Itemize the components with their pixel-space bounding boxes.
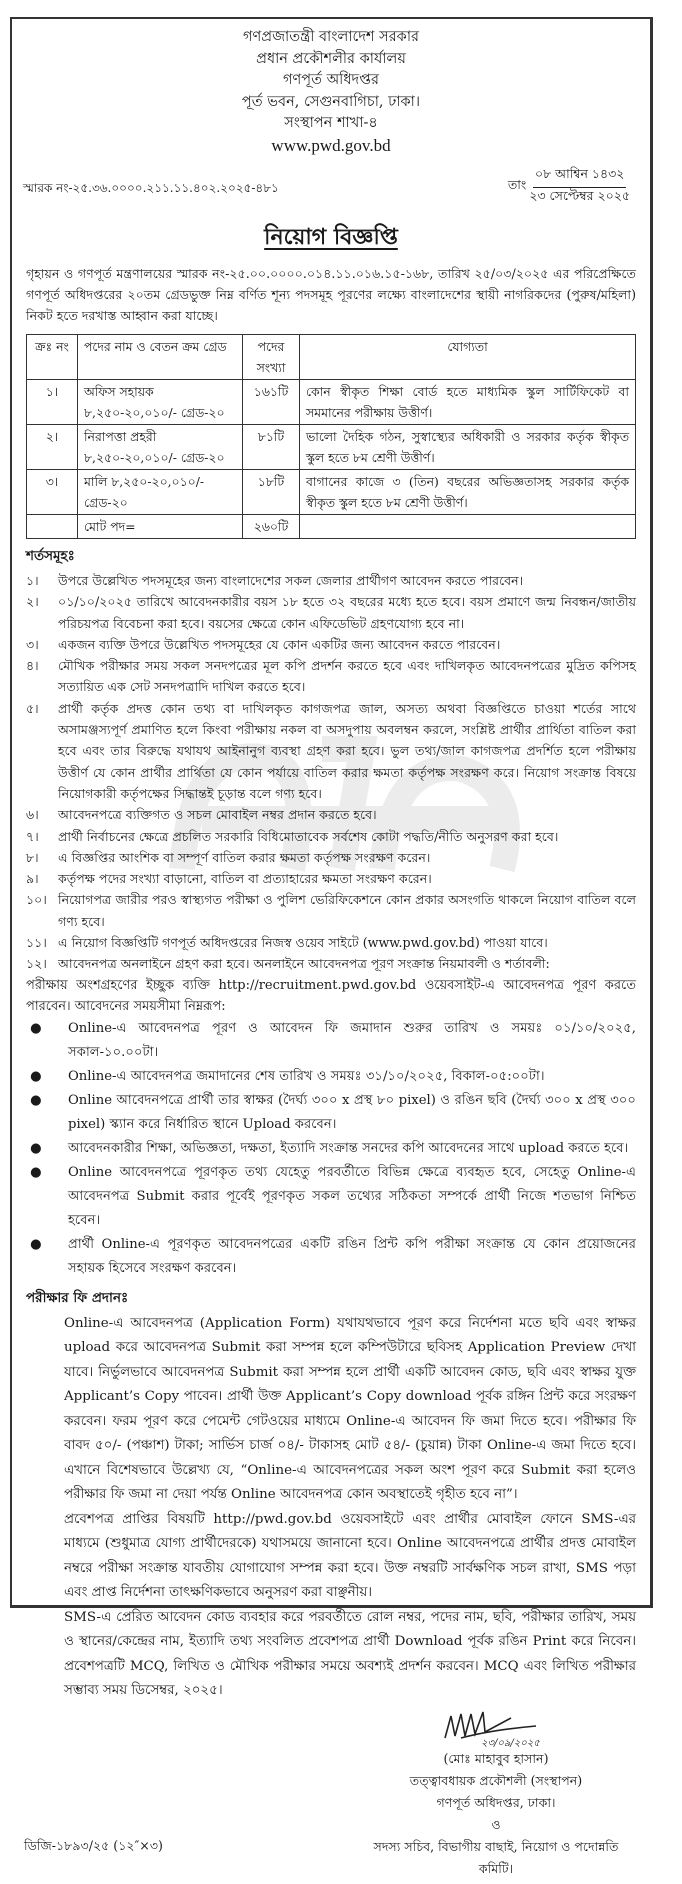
condition-text: ০১/১০/২০২৫ তারিখে আবেদনকারীর বয়স ১৮ হতে ৩২ বছরের মধ্যে হতে হবে। বয়স প্রমাণে জন্ম নিবন্ধন/জাতীয় পরিচয়পত্র বিবেচনা করা হবে। বয়সের ক্ষেত্রে কোন এফিডেভিট গ্রহণযোগ্য হবে না। — [58, 594, 636, 631]
condition-number: ৮। — [26, 849, 39, 865]
date-bangla: ০৮ আশ্বিন ১৪৩২ — [533, 166, 626, 188]
header-line: পূর্ত ভবন, সেগুনবাগিচা, ঢাকা। — [241, 93, 421, 110]
deadline-bullets — [26, 1017, 636, 1281]
handwritten-signature — [441, 1708, 541, 1750]
signature-area — [26, 1704, 636, 1884]
bullet-text: Online-এ আবেদনপত্র জমাদানের শেষ তারিখ ও সময়ঃ ৩১/১০/২০২৫, বিকাল-০৫:০০টা। — [68, 1068, 545, 1084]
condition-text: আবেদনপত্র অনলাইনে গ্রহণ করা হবে। অনলাইনে আবেদনপত্র পূরণ সংক্রান্ত নিয়মাবলী ও শর্তাবলী: — [58, 956, 550, 972]
bullet-text: Online আবেদনপত্রে পূরণকৃত তথ্য যেহেতু পরবর্তীতে বিভিন্ন ক্ষেত্রে ব্যবহৃত হবে, সেহেতু Online-এ আবেদনপত্র Submit করার পূর্বেই পূরণকৃত সকল তথ্যের সঠিকতা সম্পর্কে প্রার্থী নিজে শতভাগ নিশ্চিত হবেন। — [68, 1164, 636, 1228]
condition-item — [26, 847, 636, 868]
header-line: গণপ্রজাতন্ত্রী বাংলাদেশ সরকার — [242, 29, 419, 45]
bullet-icon: ● — [30, 1236, 42, 1252]
condition-item — [26, 655, 636, 698]
condition-text: এ নিয়োগ বিজ্ঞপ্তিটি গণপূর্ত অধিদপ্তরের নিজস্ব ওয়েব সাইটে (www.pwd.gov.bd) পাওয়া যাবে। — [58, 935, 548, 951]
bullet-item — [26, 1233, 636, 1281]
date-prefix: তাং — [507, 177, 527, 192]
cell-count: ১৮টি — [243, 470, 300, 515]
condition-number: ৭। — [26, 828, 39, 844]
cell-qualification: কোন স্বীকৃত শিক্ষা বোর্ড হতে মাধ্যমিক স্কুল সার্টিফিকেট বা সমমানের পরীক্ষায় উত্তীর্ণ। — [300, 380, 636, 425]
bullet-item — [26, 1161, 636, 1233]
condition-text: নিয়োগপত্র জারীর পরও স্বাস্থ্যগত পরীক্ষা ও পুলিশ ভেরিফিকেশনে কোন প্রকার অসংগতি থাকলে নিয়োগ বাতিল বলে গণ্য হবে। — [58, 892, 636, 929]
condition-text: মৌখিক পরীক্ষার সময় সকল সনদপত্রের মূল কপি প্রদর্শন করতে হবে এবং দাখিলকৃত আবেদনপত্রের মুদ্রিত কপিসহ সত্যায়িত এক সেট সনদপত্রাদি দাখিল করতে হবে। — [58, 658, 636, 695]
condition-number: ৯। — [26, 871, 39, 887]
fee-section — [26, 1312, 636, 1704]
condition-item — [26, 570, 636, 591]
condition-text: প্রার্থী নির্বাচনের ক্ষেত্রে প্রচলিত সরকারি বিধিমোতাবেক সর্বশেষ কোটা পদ্ধতি/নীতি অনুসরণ করা হবে। — [58, 828, 559, 844]
committee-role: সদস্য সচিব, বিভাগীয় বাছাই, নিয়োগ ও পদোন্নতি কমিটি। — [373, 1838, 619, 1876]
col-count: পদের সংখ্যা — [243, 335, 300, 380]
condition-text: কর্তৃপক্ষ পদের সংখ্যা বাড়ানো, বাতিল বা প্রত্যাহারের ক্ষমতা সংরক্ষণ করেন। — [58, 871, 432, 887]
bullet-text: Online আবেদনপত্রে প্রার্থী তার স্বাক্ষর (দৈর্ঘ্য ৩০০ x প্রস্থ ৮০ pixel) ও রঙিন ছবি (দৈর্ঘ্য ৩০০ x প্রস্থ ৩০০ pixel) স্ক্যান করে নির্ধারিত স্থানে Upload করবেন। — [68, 1092, 636, 1132]
cell-serial: ৩। — [27, 470, 78, 515]
conjunction: ও — [491, 1816, 501, 1832]
fee-heading: পরীক্ষার ফি প্রদানঃ — [26, 1289, 129, 1306]
date-english: ২৩ সেপ্টেম্বর ২০২৫ — [529, 188, 630, 203]
bullet-icon: ● — [30, 1092, 42, 1108]
condition-number: ৫। — [26, 700, 39, 716]
header-line: প্রধান প্রকৌশলীর কার্যালয় — [256, 50, 406, 67]
header-line: গণপূর্ত অধিদপ্তর — [283, 72, 379, 88]
cell-qualification: বাগানের কাজে ৩ (তিন) বছরের অভিজ্ঞতাসহ সরকার কর্তৃক স্বীকৃত স্কুল হতে ৮ম শ্রেণী উত্তীর্ণ। — [300, 470, 636, 515]
fee-paragraph: প্রবেশপত্র প্রাপ্তির বিষয়টি http://pwd.gov.bd ওয়েবসাইটে এবং প্রার্থীর মোবাইল ফোনে SMS-এর মাধ্যমে (শুধুমাত্র যোগ্য প্রার্থীদেরকে) যথাসময়ে জানানো হবে। Online আবেদনপত্রে প্রার্থীর প্রদত্ত মোবাইল নম্বরে পরীক্ষা সংক্রান্ত যাবতীয় যোগাযোগ সম্পন্ন করা হবে। উক্ত নম্বরটি সার্বক্ষণিক সচল রাখা, SMS পড়া এবং প্রাপ্ত নির্দেশনা তাৎক্ষণিকভাবে অনুসরণ করা বাঞ্ছনীয়। — [64, 1511, 636, 1601]
total-count: ২৬০টি — [243, 515, 300, 539]
cell-serial: ১। — [27, 380, 78, 425]
bullet-item — [26, 1065, 636, 1089]
condition-text: উপরে উল্লেখিত পদসমূহের জন্য বাংলাদেশের সকল জেলার প্রার্থীগণ আবেদন করতে পারবেন। — [58, 573, 524, 588]
header-line: সংস্থাপন শাখা-৪ — [284, 115, 378, 131]
online-intro: পরীক্ষায় অংশগ্রহণের ইচ্ছুক ব্যক্তি http://recruitment.pwd.gov.bd ওয়েবসাইট-এ আবেদনপত্র পূরণ করতে পারবেন। আবেদনের সময়সীমা নিম্নরূপ: — [26, 977, 636, 1014]
signature-date: ২৩/০৯/২০২৫ — [481, 1737, 540, 1749]
bullet-item — [26, 1089, 636, 1137]
condition-item — [26, 932, 636, 953]
condition-number: ১২। — [26, 956, 47, 972]
signatory-designation: তত্ত্বাবধায়ক প্রকৌশলী (সংস্থাপন) — [409, 1772, 583, 1788]
condition-text: এ বিজ্ঞপ্তির আংশিক বা সম্পূর্ণ বাতিল করার ক্ষমতা কর্তৃপক্ষ সংরক্ষণ করেন। — [58, 849, 431, 865]
table-row — [27, 425, 636, 470]
memo-number: স্মারক নং-২৫.৩৬.০০০০.২১১.১১.৪০২.২০২৫-৪৮১ — [23, 181, 279, 195]
bullet-item — [26, 1017, 636, 1065]
condition-number: ১০। — [26, 892, 47, 908]
bullet-icon: ● — [30, 1164, 42, 1180]
table-header-row — [27, 335, 636, 380]
cell-qualification: ভালো দৈহিক গঠন, সুস্বাস্থ্যের অধিকারী ও সরকার কর্তৃক স্বীকৃত স্কুল হতে ৮ম শ্রেণী উত্তীর্ণ। — [300, 425, 636, 470]
condition-item — [26, 591, 636, 634]
conditions-heading: শর্তসমূহঃ — [26, 548, 75, 564]
cell-post: নিরাপত্তা প্রহরী ৮,২৫০-২০,০১০/- গ্রেড-২০ — [78, 425, 243, 470]
cell-post: অফিস সহায়ক ৮,২৫০-২০,০১০/- গ্রেড-২০ — [78, 380, 243, 425]
condition-number: ৬। — [26, 807, 39, 823]
page-title: নিয়োগ বিজ্ঞপ্তি — [264, 224, 398, 250]
condition-number: ২। — [26, 594, 39, 610]
condition-text: প্রার্থী কর্তৃক প্রদত্ত কোন তথ্য বা দাখিলকৃত কাগজপত্র জাল, অসত্য অথবা বিজ্ঞপ্তিতে চাওয়া শর্তের সাথে অসামঞ্জস্যপূর্ণ প্রমাণিত হলে কিংবা পরীক্ষায় নকল বা অসদুপায় অবলম্বন করলে, সংশ্লিষ্ট প্রার্থীর প্রার্থিতা বাতিল করা হবে এবং তার বিরুদ্ধে যথাযথ আইনানুগ ব্যবস্থা গ্রহণ করা হবে। ভুল তথ্য/জাল কাগজপত্র প্রদর্শিত হলে পরীক্ষায় উত্তীর্ণ যে কোন প্রার্থীর প্রার্থিতা যে কোন পর্যায়ে বাতিল করার ক্ষমতা কর্তৃপক্ষ সংরক্ষণ করে। নিয়োগ সংক্রান্ত বিষয়ে নিয়োগকারী কর্তৃপক্ষের সিদ্ধান্তই চূড়ান্ত বলে গণ্য হবে। — [58, 700, 636, 801]
bullet-icon: ● — [30, 1140, 42, 1156]
bullet-text: আবেদনকারীর শিক্ষা, অভিজ্ঞতা, দক্ষতা, ইত্যাদি সংক্রান্ত সনদের কপি আবেদনের সাথে upload করতে হবে। — [68, 1140, 629, 1156]
table-row — [27, 470, 636, 515]
cell-count: ১৬১টি — [243, 380, 300, 425]
signatory-name: (মোঃ মাহাবুব হাসান) — [443, 1750, 549, 1766]
signatory-office: গণপূর্ত অধিদপ্তর, ঢাকা। — [436, 1794, 556, 1810]
issue-date — [508, 166, 630, 208]
website-link[interactable]: www.pwd.gov.bd — [271, 135, 391, 155]
condition-item — [26, 889, 636, 932]
condition-item — [26, 698, 636, 804]
condition-text: একজন ব্যক্তি উপরে উল্লেখিত পদসমূহের যে কোন একটির জন্য আবেদন করতে পারবেন। — [58, 636, 501, 652]
cell-serial: ২। — [27, 425, 78, 470]
intro-paragraph: গৃহায়ন ও গণপূর্ত মন্ত্রণালয়ের স্মারক নং-২৫.০০.০০০০.০১৪.১১.০১৬.১৫-১৬৮, তারিখ ২৫/০৩/২০২৫ এর পরিপ্রেক্ষিতে গণপূর্ত অধিদপ্তরের ২০তম গ্রেডভুক্ত নিম্ন বর্ণিত শূন্য পদসমূহ পূরণের লক্ষ্যে বাংলাদেশের স্থায়ী নাগরিকদের (পুরুষ/মহিলা) নিকট হতে দরখাস্ত আহ্বান করা যাচ্ছে। — [26, 266, 636, 323]
condition-text: আবেদনপত্রে ব্যক্তিগত ও সচল মোবাইল নম্বর প্রদান করতে হবে। — [58, 807, 377, 823]
total-label: মোট পদ= — [78, 515, 243, 539]
col-serial: ক্রঃ নং — [27, 335, 78, 380]
fee-paragraph: SMS-এ প্রেরিত আবেদন কোড ব্যবহার করে পরবর্তীতে রোল নম্বর, পদের নাম, ছবি, পরীক্ষার তারিখ, সময় ও স্থানের/কেন্দ্রের নাম, ইত্যাদি তথ্য সংবলিত প্রবেশপত্র প্রার্থী Download পূর্বক রঙিন Print করে নিবেন। প্রবেশপত্রটি MCQ, লিখিত ও মৌখিক পরীক্ষার সময়ে অবশ্যই প্রদর্শন করবেন। MCQ এবং লিখিত পরীক্ষার সম্ভাব্য সময় ডিসেম্বর, ২০২৫। — [64, 1609, 636, 1699]
fee-paragraph: Online-এ আবেদনপত্র (Application Form) যথাযথভাবে পূরণ করে নির্দেশনা মতে ছবি এবং স্বাক্ষর upload করে আবেদনপত্র Submit করা সম্পন্ন হলে কম্পিউটারে ছবিসহ Application Preview দেখা যাবে। নির্ভুলভাবে আবেদনপত্র Submit করা সম্পন্ন হলে প্রার্থী একটি আবেদন কোড, ছবি এবং স্বাক্ষর যুক্ত Applicant’s Copy পাবেন। প্রার্থী উক্ত Applicant’s Copy download পূর্বক রঙ্গিন প্রিন্ট করে সংরক্ষণ করবেন। ফরম পূরণ করে পেমেন্ট গেটওয়ের মাধ্যমে Online-এ আবেদন ফি জমা দিতে হবে। পরীক্ষার ফি বাবদ ৫০/- (পঞ্চাশ) টাকা; সার্ভিস চার্জ ০৪/- টাকাসহ মোট ৫৪/- (চুয়ান্ন) টাকা Online-এ জমা দিতে হবে। এখানে বিশেষভাবে উল্লেখ্য যে, “Online-এ আবেদনপত্রের সকল অংশ পূরণ করে Submit করা হলেও পরীক্ষার ফি জমা না দেয়া পর্যন্ত Online আবেদনপত্র কোন অবস্থাতেই গৃহীত হবে না”। — [64, 1315, 636, 1503]
bullet-text: প্রার্থী Online-এ পূরণকৃত আবেদনপত্রের একটি রঙিন প্রিন্ট কপি পরীক্ষা সংক্রান্ত যে কোন প্রয়োজনের সহায়ক হিসেবে সংরক্ষণ করবেন। — [68, 1236, 636, 1276]
bullet-item — [26, 1137, 636, 1161]
condition-item — [26, 634, 636, 655]
vacancy-table — [26, 334, 636, 539]
office-header — [26, 27, 636, 156]
bullet-text: Online-এ আবেদনপত্র পূরণ ও আবেদন ফি জমাদান শুরুর তারিখ ও সময়ঃ ০১/১০/২০২৫, সকাল-১০.০০টা। — [68, 1020, 636, 1060]
condition-number: ৩। — [26, 636, 39, 652]
circular-document — [10, 17, 653, 1876]
condition-number: ১। — [26, 573, 39, 588]
conditions-list — [26, 570, 636, 975]
col-post: পদের নাম ও বেতন ক্রম গ্রেড — [78, 335, 243, 380]
bullet-icon: ● — [30, 1020, 42, 1036]
condition-item — [26, 804, 636, 825]
condition-item — [26, 953, 636, 974]
cell-count: ৮১টি — [243, 425, 300, 470]
dg-code: ডিজি-১৮৯৩/২৫ (১২″×৩) — [24, 1837, 163, 1853]
table-total-row — [27, 515, 636, 539]
condition-number: ১১। — [26, 935, 47, 951]
cell-post: মালি ৮,২৫০-২০,০১০/-গ্রেড-২০ — [78, 470, 243, 515]
col-qualification: যোগ্যতা — [300, 335, 636, 380]
condition-number: ৪। — [26, 658, 39, 674]
bullet-icon: ● — [30, 1068, 42, 1084]
condition-item — [26, 826, 636, 847]
table-row — [27, 380, 636, 425]
condition-item — [26, 868, 636, 889]
